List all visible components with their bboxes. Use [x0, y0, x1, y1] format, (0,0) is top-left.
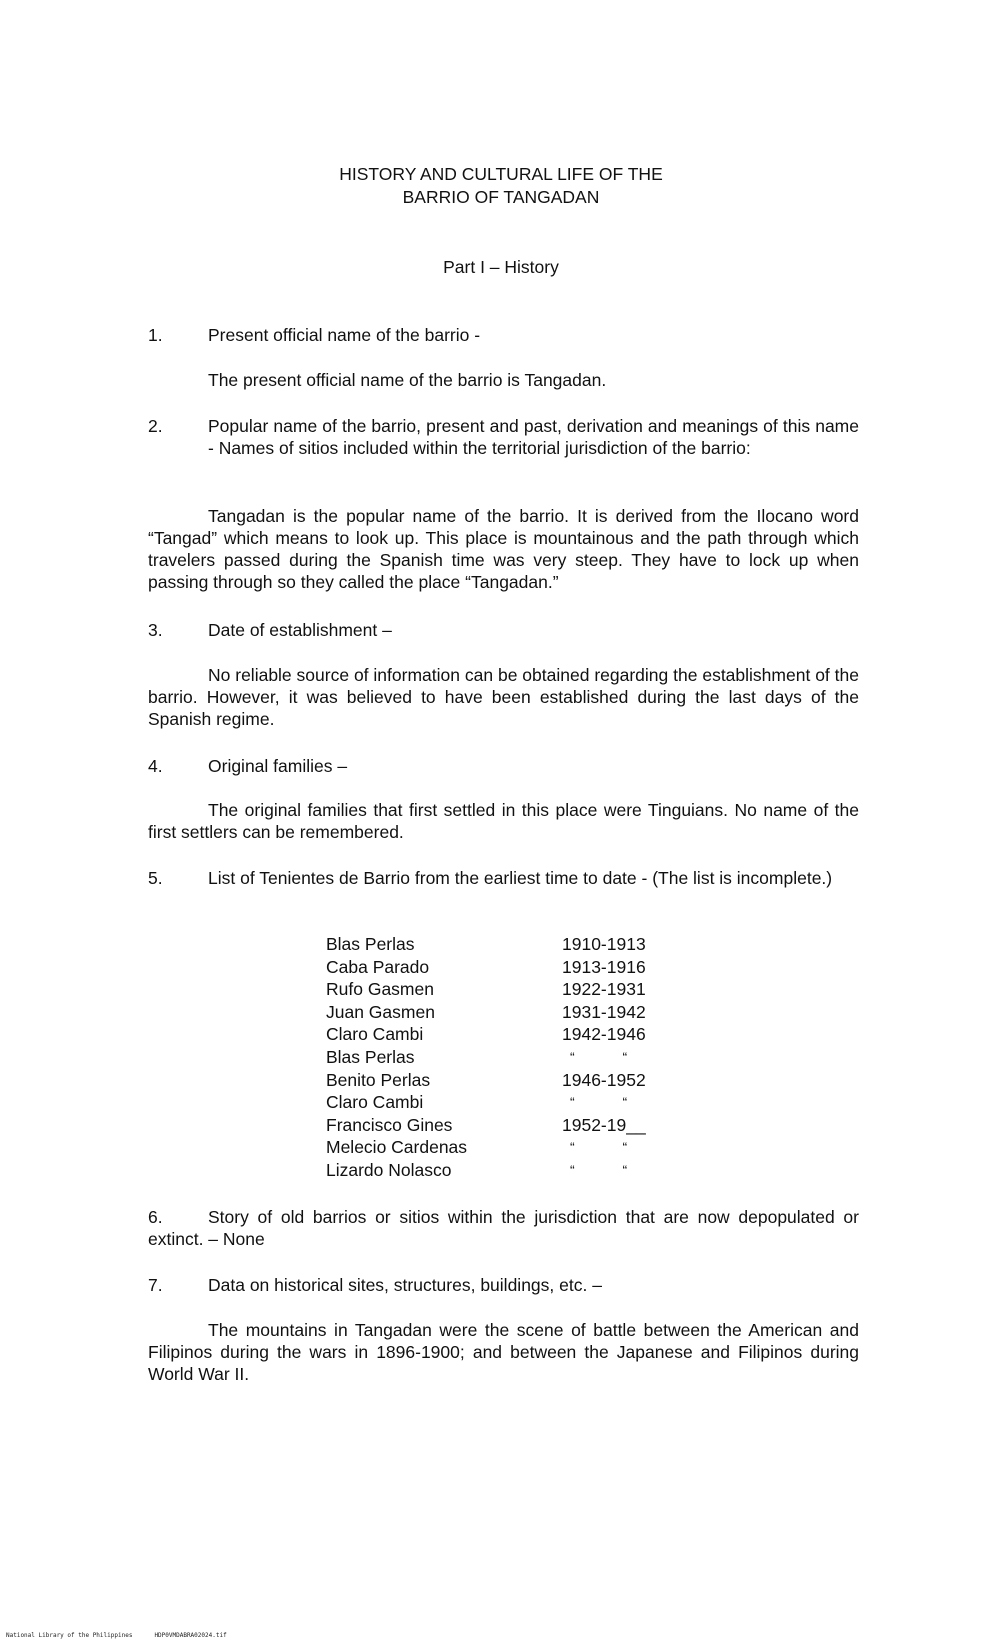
section-1-number: 1.	[148, 325, 163, 345]
footer-source: National Library of the Philippines	[6, 1632, 133, 1639]
document-title	[0, 163, 1002, 209]
teniente-name: Blas Perlas	[326, 934, 415, 954]
section-5-heading: List of Tenientes de Barrio from the earliest time to date - (The list is incomplete.)	[208, 868, 833, 888]
teniente-name: Claro Cambi	[326, 1024, 424, 1045]
section-4-heading: Original families –	[208, 756, 348, 776]
teniente-term: “ “	[570, 1161, 650, 1178]
section-2-body: Tangadan is the popular name of the barrio. It is derived from the Ilocano word “Tangad” which means to look up. This place is mountainous and the path through which travelers passed during the Spanish time was very steep. They have to lock up when passing through so they called the place “Tangadan.”	[148, 506, 859, 592]
list-item	[326, 1091, 686, 1114]
list-item	[326, 956, 686, 979]
teniente-name: Blas Perlas	[326, 1046, 415, 1067]
teniente-name: Juan Gasmen	[326, 1001, 435, 1022]
teniente-term: 1910-1913	[562, 934, 646, 954]
teniente-name: Melecio Cardenas	[326, 1137, 468, 1158]
list-item	[326, 1001, 686, 1024]
section-6-heading-block	[148, 1206, 859, 1250]
section-4-number: 4.	[148, 756, 163, 776]
list-item	[326, 978, 686, 1001]
title-line-2: BARRIO OF TANGADAN	[402, 187, 600, 207]
teniente-term: 1942-1946	[562, 1024, 646, 1045]
section-6-number: 6.	[148, 1207, 163, 1227]
list-item	[326, 1023, 686, 1046]
teniente-term: 1931-1942	[562, 1001, 646, 1022]
section-3-number: 3.	[148, 620, 163, 640]
section-6-heading: Story of old barrios or sitios within the jurisdiction that are now depopulated or extinct. – None	[148, 1207, 859, 1249]
teniente-term: 1946-1952	[562, 1069, 646, 1090]
part-heading: Part I – History	[443, 257, 559, 277]
list-item	[326, 1046, 686, 1069]
section-4-body: The original families that first settled in this place were Tinguians. No name of the first settlers can be remembered.	[148, 800, 859, 842]
teniente-name: Caba Parado	[326, 956, 430, 977]
teniente-name: Claro Cambi	[326, 1092, 424, 1113]
teniente-term: 1922-1931	[562, 979, 646, 1000]
list-item	[326, 933, 686, 956]
teniente-name: Lizardo Nolasco	[326, 1159, 452, 1180]
list-item	[326, 1136, 686, 1159]
title-line-1: HISTORY AND CULTURAL LIFE OF THE	[339, 164, 663, 184]
section-3-body: No reliable source of information can be obtained regarding the establishment of the barrio. However, it was believed to have been established during the last days of the Spanish regime.	[148, 665, 859, 729]
teniente-term: “ “	[570, 1048, 650, 1065]
section-1-heading: Present official name of the barrio -	[208, 325, 481, 345]
teniente-name: Francisco Gines	[326, 1114, 453, 1135]
section-3-heading: Date of establishment –	[208, 620, 392, 640]
section-7-heading: Data on historical sites, structures, buildings, etc. –	[208, 1275, 602, 1295]
teniente-term: “ “	[570, 1139, 650, 1156]
footer-filename: HDP0VMDABRA02024.tif	[154, 1632, 227, 1639]
section-2-number: 2.	[148, 416, 163, 436]
teniente-term: “ “	[570, 1094, 650, 1111]
section-7-number: 7.	[148, 1275, 163, 1295]
section-1-body: The present official name of the barrio is Tangadan.	[208, 370, 607, 390]
section-5-number: 5.	[148, 868, 163, 888]
teniente-name: Benito Perlas	[326, 1069, 431, 1090]
list-item	[326, 1114, 686, 1137]
tenientes-list	[326, 933, 686, 1182]
teniente-name: Rufo Gasmen	[326, 979, 434, 1000]
list-item	[326, 1159, 686, 1182]
teniente-term: 1913-1916	[562, 956, 646, 977]
list-item	[326, 1069, 686, 1092]
section-7-body: The mountains in Tangadan were the scene of battle between the American and Filipinos during the wars in 1896-1900; and between the Japanese and Filipinos during World War II.	[148, 1320, 859, 1384]
scan-footer	[6, 1632, 249, 1640]
section-2-heading: Popular name of the barrio, present and past, derivation and meanings of this name - Names of sitios included within the territorial jurisdiction of the barrio:	[208, 416, 859, 458]
teniente-term: 1952-19__	[562, 1114, 646, 1135]
